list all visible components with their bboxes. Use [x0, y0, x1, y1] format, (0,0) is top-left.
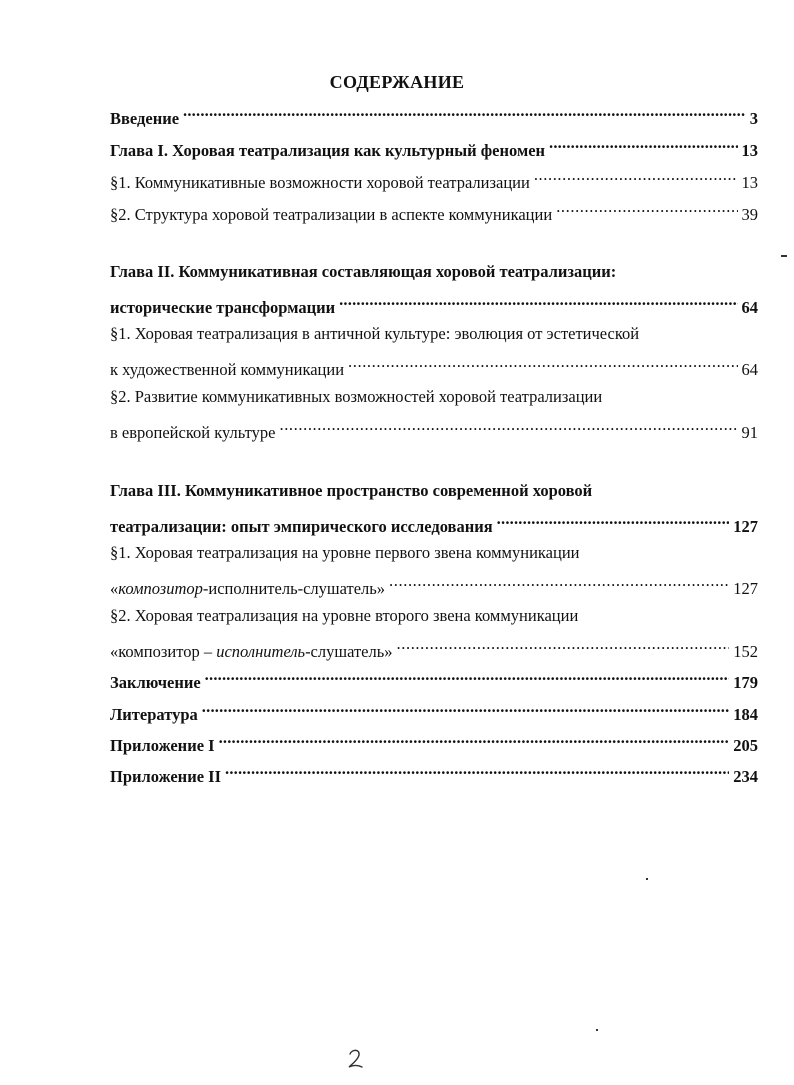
toc-entry-page: 39 [741, 205, 758, 224]
toc-entry-label: Литература [110, 705, 198, 724]
toc-entry-page: 152 [733, 642, 758, 661]
toc-entry-page: 179 [733, 673, 758, 692]
dot-leader [549, 136, 737, 156]
toc-entry-intro [110, 104, 758, 129]
toc-entry-label: Приложение I [110, 736, 215, 755]
toc-section-title [110, 642, 393, 662]
toc-section-title: §1. Коммуникативные возможности хоровой театрализации [110, 173, 530, 192]
toc-chapter-title: театрализации: опыт эмпирического исследования [110, 517, 493, 536]
page-title: СОДЕРЖАНИЕ [329, 72, 465, 92]
dot-leader [389, 574, 729, 594]
toc-entry-page: 13 [741, 141, 758, 160]
toc-entry-conclusion [110, 668, 758, 693]
title-rest: -исполнитель-слушатель» [202, 579, 386, 598]
toc-ch1-section-1 [110, 168, 758, 193]
toc-ch2-section-1 [110, 355, 758, 380]
toc-ch3-section-1-line1: §1. Хоровая театрализация на уровне первого звена коммуникации [110, 543, 580, 562]
toc-chapter-title: исторические трансформации [110, 298, 336, 317]
toc-ch3-section-1 [110, 574, 758, 599]
toc-entry-appendix-2 [110, 762, 758, 787]
toc-section-title: §2. Структура хоровой театрализации в аспекте коммуникации [110, 205, 553, 224]
handwritten-page-number [344, 1046, 368, 1070]
dot-leader [534, 168, 738, 188]
toc-chapter-2-title-line1: Глава II. Коммуникативная составляющая хоровой театрализации: [110, 262, 617, 281]
dot-leader [202, 700, 729, 720]
italic-term: композитор [118, 579, 203, 598]
toc-entry-page: 91 [741, 423, 758, 442]
toc-entry-page: 205 [733, 736, 758, 755]
toc-chapter-1 [110, 136, 758, 161]
toc-entry-literature [110, 700, 758, 725]
dot-leader [219, 731, 730, 751]
toc-ch3-section-2-line1: §2. Хоровая театрализация на уровне второго звена коммуникации [110, 606, 579, 625]
dot-leader [497, 512, 730, 532]
scan-speck [646, 878, 648, 880]
toc-section-title: к художественной коммуникации [110, 360, 345, 379]
quote-open: « [110, 579, 119, 598]
toc-section-title: в европейской культуре [110, 423, 276, 442]
toc-entry-page: 184 [733, 705, 758, 724]
dot-leader [556, 200, 737, 220]
toc-entry-label: Приложение II [110, 767, 221, 786]
dot-leader [225, 762, 729, 782]
toc-entry-page: 127 [733, 517, 758, 536]
toc-entry-appendix-1 [110, 731, 758, 756]
toc-entry-page: 64 [741, 298, 758, 317]
dot-leader [348, 355, 737, 375]
toc-entry-page: 13 [741, 173, 758, 192]
toc-entry-page: 234 [733, 767, 758, 786]
toc-chapter-3-title-line1: Глава III. Коммуникативное пространство современной хоровой [110, 481, 593, 500]
toc-ch2-section-1-line1: §1. Хоровая театрализация в античной культуре: эволюция от эстетической [110, 324, 640, 343]
toc-entry-label: Заключение [110, 673, 201, 692]
toc-chapter-title: Глава I. Хоровая театрализация как культурный феномен [110, 141, 546, 160]
toc-entry-page: 3 [749, 109, 758, 128]
title-start: «композитор – [110, 642, 217, 661]
toc-entry-page: 127 [733, 579, 758, 598]
dot-leader [397, 637, 730, 657]
scan-speck [596, 1029, 598, 1031]
toc-chapter-3 [110, 512, 758, 537]
dot-leader [205, 668, 730, 688]
dot-leader [279, 418, 737, 438]
toc-entry-label: Введение [110, 109, 180, 128]
toc-entry-page: 64 [741, 360, 758, 379]
title-rest: -слушатель» [305, 642, 393, 661]
dot-leader [339, 293, 737, 313]
dot-leader [183, 104, 746, 124]
toc-ch2-section-2 [110, 418, 758, 443]
toc-ch3-section-2 [110, 637, 758, 662]
italic-term: исполнитель [216, 642, 306, 661]
toc-ch1-section-2 [110, 200, 758, 225]
scan-speck [781, 255, 787, 257]
toc-ch2-section-2-line1: §2. Развитие коммуникативных возможностей хоровой театрализации [110, 387, 603, 406]
toc-chapter-2 [110, 293, 758, 318]
toc-section-title [110, 579, 385, 599]
